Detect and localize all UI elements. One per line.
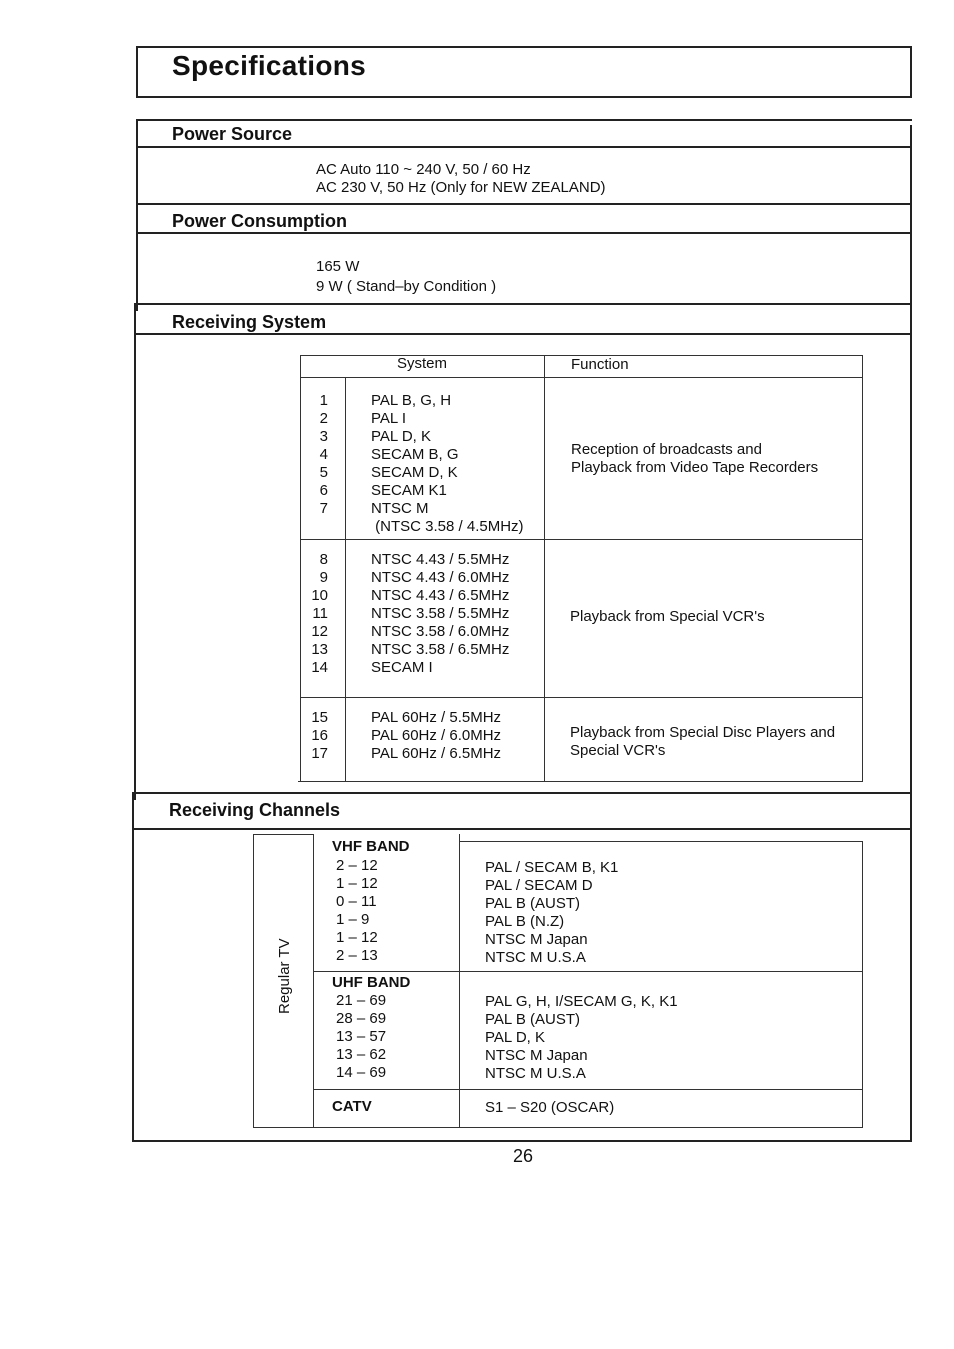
row-number: 12 bbox=[311, 623, 328, 640]
function-line: Playback from Special VCR's bbox=[570, 608, 765, 625]
power-consumption-values bbox=[316, 258, 496, 296]
table-border bbox=[313, 834, 314, 1127]
table-border bbox=[298, 781, 863, 782]
vhf-channels bbox=[336, 857, 378, 965]
system-numbers bbox=[304, 709, 328, 763]
table-border bbox=[300, 377, 863, 378]
uhf-band-label: UHF BAND bbox=[332, 974, 411, 991]
channel-range: 1 – 12 bbox=[336, 929, 378, 946]
system-name: SECAM I bbox=[371, 659, 433, 676]
system-name: PAL 60Hz / 6.5MHz bbox=[371, 745, 502, 762]
row-number: 16 bbox=[311, 727, 328, 744]
row-number: 9 bbox=[319, 569, 328, 586]
system-names bbox=[371, 551, 509, 677]
table-border bbox=[459, 841, 863, 842]
row-number: 13 bbox=[311, 641, 328, 658]
system-names bbox=[371, 709, 501, 763]
system-name: PAL 60Hz / 5.5MHz bbox=[371, 709, 502, 726]
table-border bbox=[313, 1089, 863, 1090]
table-border bbox=[459, 834, 460, 1127]
channel-range: 2 – 12 bbox=[336, 857, 378, 874]
row-number: 2 bbox=[319, 410, 328, 427]
channel-system: PAL D, K bbox=[485, 1029, 546, 1046]
channel-range: 2 – 13 bbox=[336, 947, 378, 964]
catv-value: S1 – S20 (OSCAR) bbox=[485, 1099, 615, 1116]
system-name: NTSC 4.43 / 5.5MHz bbox=[371, 551, 510, 568]
channel-system: PAL B (AUST) bbox=[485, 895, 581, 912]
table-border bbox=[862, 355, 863, 781]
function-line: Special VCR's bbox=[570, 742, 666, 759]
channel-system: PAL B (N.Z) bbox=[485, 913, 565, 930]
power-consumption-heading: Power Consumption bbox=[172, 211, 347, 231]
system-name: SECAM K1 bbox=[371, 482, 447, 499]
section-left-rule bbox=[136, 203, 138, 311]
system-name: PAL B, G, H bbox=[371, 392, 452, 409]
system-name: PAL I bbox=[371, 410, 407, 427]
vhf-systems bbox=[485, 859, 618, 967]
function-line: Playback from Video Tape Recorders bbox=[571, 459, 819, 476]
vhf-band-label: VHF BAND bbox=[332, 838, 410, 855]
channel-range: 13 – 57 bbox=[336, 1028, 387, 1045]
system-name: (NTSC 3.58 / 4.5MHz) bbox=[371, 518, 524, 535]
row-number: 10 bbox=[311, 587, 328, 604]
channel-range: 1 – 12 bbox=[336, 875, 378, 892]
row-number: 15 bbox=[311, 709, 328, 726]
system-numbers bbox=[304, 551, 328, 677]
channel-system: NTSC M Japan bbox=[485, 1047, 588, 1064]
power-consumption-line: 9 W ( Stand–by Condition ) bbox=[316, 278, 497, 295]
section-heading-rule bbox=[136, 333, 912, 335]
row-number: 6 bbox=[319, 482, 328, 499]
section-top-rule bbox=[136, 203, 912, 205]
table-border bbox=[300, 355, 301, 781]
channel-system: NTSC M U.S.A bbox=[485, 1065, 586, 1082]
section-left-rule bbox=[134, 303, 136, 800]
channel-system: PAL G, H, I/SECAM G, K, K1 bbox=[485, 993, 678, 1010]
receiving-channels-heading: Receiving Channels bbox=[169, 800, 341, 820]
power-source-heading: Power Source bbox=[172, 124, 293, 144]
function-line: Reception of broadcasts and bbox=[571, 441, 762, 458]
table-border bbox=[253, 834, 254, 1127]
row-number: 11 bbox=[312, 605, 328, 622]
row-number: 4 bbox=[319, 446, 328, 463]
table-border bbox=[253, 1127, 863, 1128]
section-heading-rule bbox=[136, 232, 912, 234]
page-title: Specifications bbox=[172, 50, 367, 81]
channel-range: 21 – 69 bbox=[336, 992, 387, 1009]
table-border bbox=[544, 355, 545, 781]
table-border bbox=[862, 841, 863, 1127]
power-consumption-line: 165 W bbox=[316, 258, 360, 275]
table-border bbox=[300, 697, 863, 698]
table-border bbox=[253, 834, 313, 835]
table-border bbox=[345, 377, 346, 781]
function-text bbox=[571, 441, 818, 477]
system-name: SECAM D, K bbox=[371, 464, 458, 481]
channel-system: NTSC M U.S.A bbox=[485, 949, 586, 966]
channel-range: 0 – 11 bbox=[336, 893, 377, 910]
col-header-function: Function bbox=[571, 356, 629, 373]
system-name: NTSC 3.58 / 6.0MHz bbox=[371, 623, 510, 640]
section-right-rule bbox=[910, 792, 912, 1142]
power-source-line: AC Auto 110 ~ 240 V, 50 / 60 Hz bbox=[316, 161, 531, 178]
uhf-systems bbox=[485, 993, 678, 1083]
system-name: NTSC M bbox=[371, 500, 429, 517]
section-top-rule bbox=[132, 792, 912, 794]
catv-label: CATV bbox=[332, 1098, 372, 1115]
system-name: SECAM B, G bbox=[371, 446, 459, 463]
row-number: 1 bbox=[319, 392, 328, 409]
section-heading-rule bbox=[132, 828, 912, 830]
page-number: 26 bbox=[513, 1146, 534, 1166]
section-heading-rule bbox=[136, 146, 912, 148]
system-name: PAL 60Hz / 6.0MHz bbox=[371, 727, 502, 744]
system-name: NTSC 3.58 / 6.5MHz bbox=[371, 641, 510, 658]
receiving-system-heading: Receiving System bbox=[172, 312, 327, 332]
system-names bbox=[371, 392, 524, 536]
channel-range: 14 – 69 bbox=[336, 1064, 387, 1081]
table-border bbox=[300, 539, 863, 540]
section-right-rule bbox=[910, 203, 912, 311]
power-source-line: AC 230 V, 50 Hz (Only for NEW ZEALAND) bbox=[316, 179, 606, 196]
system-name: NTSC 3.58 / 5.5MHz bbox=[371, 605, 510, 622]
system-numbers bbox=[304, 392, 328, 518]
section-bottom-rule bbox=[132, 1140, 912, 1142]
uhf-channels bbox=[336, 992, 386, 1082]
section-left-rule bbox=[132, 792, 134, 1142]
system-name: PAL D, K bbox=[371, 428, 432, 445]
channel-system: NTSC M Japan bbox=[485, 931, 588, 948]
channel-range: 13 – 62 bbox=[336, 1046, 387, 1063]
table-border bbox=[313, 971, 863, 972]
regular-tv-label: Regular TV bbox=[276, 938, 293, 1014]
row-number: 7 bbox=[319, 500, 328, 517]
row-number: 8 bbox=[319, 551, 328, 568]
system-name: NTSC 4.43 / 6.0MHz bbox=[371, 569, 510, 586]
section-top-rule bbox=[136, 119, 912, 121]
channel-system: PAL / SECAM D bbox=[485, 877, 593, 894]
channel-system: PAL B (AUST) bbox=[485, 1011, 581, 1028]
row-number: 14 bbox=[311, 659, 328, 676]
channel-range: 28 – 69 bbox=[336, 1010, 387, 1027]
function-line: Playback from Special Disc Players and bbox=[570, 724, 836, 741]
row-number: 5 bbox=[319, 464, 328, 481]
channel-system: PAL / SECAM B, K1 bbox=[485, 859, 619, 876]
power-source-values bbox=[316, 161, 606, 197]
section-right-rule bbox=[910, 303, 912, 800]
row-number: 3 bbox=[319, 428, 328, 445]
system-name: NTSC 4.43 / 6.5MHz bbox=[371, 587, 510, 604]
function-text bbox=[570, 724, 835, 760]
row-number: 17 bbox=[311, 745, 328, 762]
section-top-rule bbox=[136, 303, 912, 305]
col-header-system: System bbox=[397, 355, 448, 372]
channel-range: 1 – 9 bbox=[336, 911, 370, 928]
function-text bbox=[570, 608, 765, 626]
